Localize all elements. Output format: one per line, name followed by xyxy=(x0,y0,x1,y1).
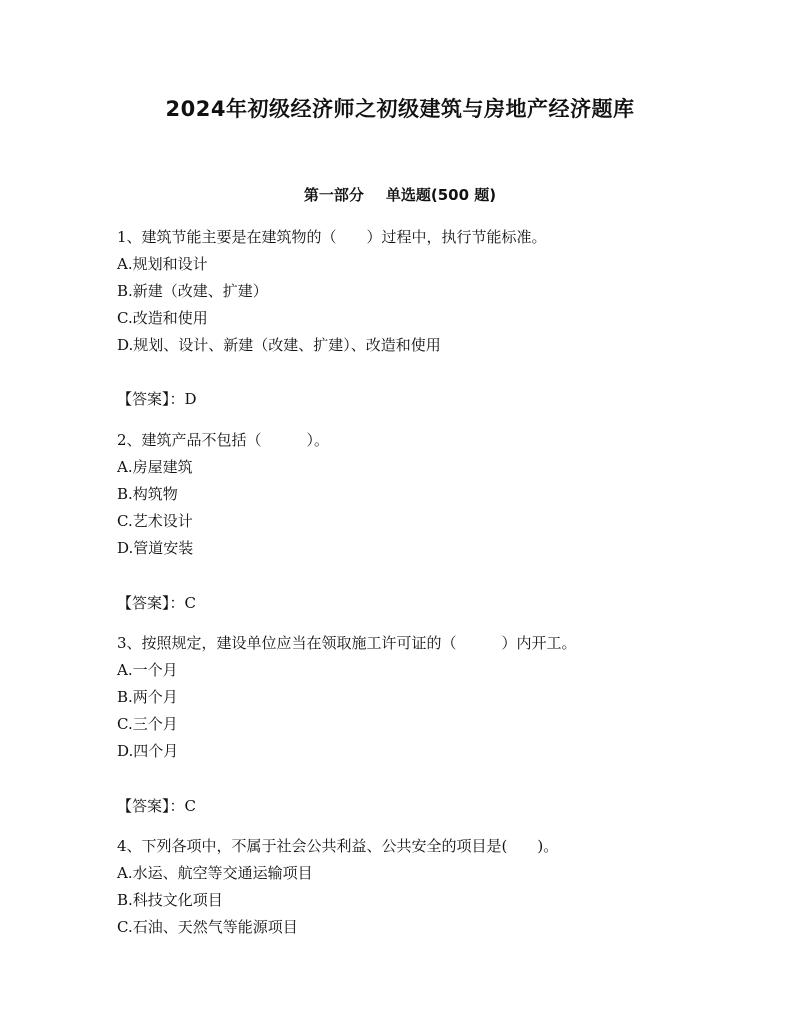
document-title: 2024年初级经济师之初级建筑与房地产经济题库 xyxy=(165,97,635,121)
question-stem: 1、建筑节能主要是在建筑物的（ ）过程中，执行节能标准。 xyxy=(117,228,547,246)
question-option: A.一个月 xyxy=(117,661,178,679)
answer-label: 【答案】： xyxy=(117,390,185,408)
question-option: B.科技文化项目 xyxy=(117,891,223,909)
question-option: D.规划、设计、新建（改建、扩建）、改造和使用 xyxy=(117,336,441,354)
answer-value: C xyxy=(184,797,196,815)
question-option: C.改造和使用 xyxy=(117,309,208,327)
question-option: D.四个月 xyxy=(117,742,179,760)
question-option: A.水运、航空等交通运输项目 xyxy=(117,864,313,882)
question-option: D.管道安装 xyxy=(117,539,194,557)
section-subtitle: 单选题(500 题) xyxy=(385,186,497,204)
question-option: A.规划和设计 xyxy=(117,255,208,273)
section-name: 第一部分 xyxy=(303,186,364,204)
answer-line xyxy=(117,593,196,613)
question-stem: 3、按照规定，建设单位应当在领取施工许可证的（ ）内开工。 xyxy=(117,634,577,652)
question-option: B.构筑物 xyxy=(117,485,178,503)
question-option: C.石油、天然气等能源项目 xyxy=(117,918,298,936)
question-option: B.两个月 xyxy=(117,688,178,706)
answer-label: 【答案】： xyxy=(117,594,185,612)
answer-line xyxy=(117,389,197,409)
question-stem: 4、下列各项中，不属于社会公共利益、公共安全的项目是( )。 xyxy=(117,837,559,855)
question-option: B.新建（改建、扩建） xyxy=(117,282,268,300)
question-option: A.房屋建筑 xyxy=(117,458,193,476)
question-option: C.三个月 xyxy=(117,715,178,733)
question-option: C.艺术设计 xyxy=(117,512,193,530)
answer-label: 【答案】： xyxy=(117,797,185,815)
question-stem: 2、建筑产品不包括（ ）。 xyxy=(117,431,330,449)
section-title xyxy=(0,184,800,205)
answer-value: C xyxy=(184,594,196,612)
answer-line xyxy=(117,796,196,816)
answer-value: D xyxy=(184,390,197,408)
